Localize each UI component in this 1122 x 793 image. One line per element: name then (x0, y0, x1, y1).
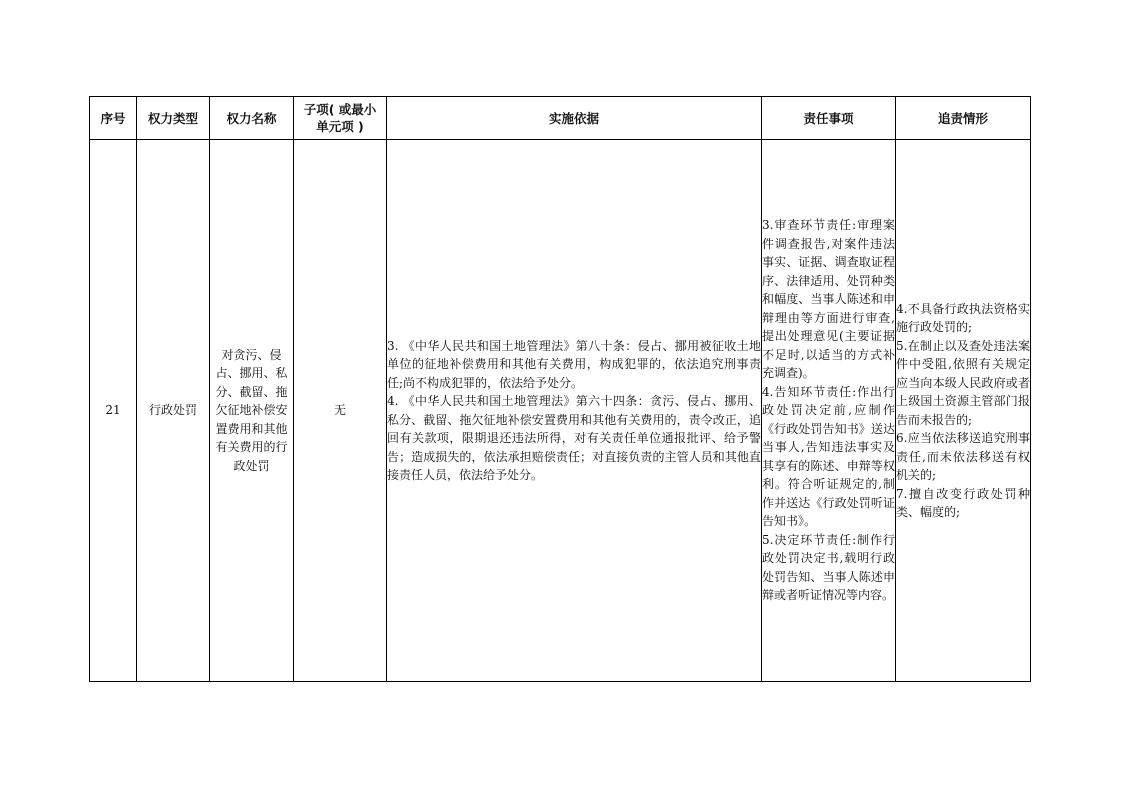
responsibility-item: 4.告知环节责任:作出行政处罚决定前,应制作《行政处罚告知书》送达当事人,告知违法事实及其享有的陈述、申辩等权利。符合听证规定的,制作并送达《行政处罚听证告知书》。 (762, 384, 895, 529)
cell-responsibility (762, 140, 896, 682)
cell-sub-item: 无 (294, 140, 387, 682)
power-list-table (89, 96, 1031, 682)
header-power-type: 权力类型 (137, 97, 210, 140)
header-seq: 序号 (90, 97, 137, 140)
basis-paragraph: 4. 《中华人民共和国土地管理法》第六十四条：贪污、侵占、挪用、私分、截留、拖欠征地补偿安置费用和其他有关费用的，责令改正，追回有关款项，限期退还违法所得，对有关责任单位通报批评、给予警告；造成损失的，依法承担赔偿责任；对直接负责的主管人员和其他直接责任人员，依法给予处分。 (387, 394, 761, 482)
accountability-item: 7.擅自改变行政处罚种类、幅度的; (896, 486, 1030, 519)
basis-paragraph: 3. 《中华人民共和国土地管理法》第八十条：侵占、挪用被征收土地单位的征地补偿费用和其他有关费用，构成犯罪的，依法追究刑事责任;尚不构成犯罪的，依法给予处分。 (387, 338, 761, 390)
cell-seq: 21 (90, 140, 137, 682)
header-accountability: 追责情形 (896, 97, 1031, 140)
cell-accountability (896, 140, 1031, 682)
header-power-name: 权力名称 (210, 97, 294, 140)
responsibility-item: 5.决定环节责任:制作行政处罚决定书,载明行政处罚告知、当事人陈述申辩或者听证情况等内容。 (762, 532, 895, 603)
header-sub-item: 子项( 或最小单元项 ) (294, 97, 387, 140)
accountability-item: 4.不具备行政执法资格实施行政处罚的; (896, 301, 1030, 334)
cell-basis (387, 140, 762, 682)
header-basis: 实施依据 (387, 97, 762, 140)
accountability-item: 5.在制止以及查处违法案件中受阻,依照有关规定应当向本级人民政府或者上级国土资源主管部门报告而未报告的; (896, 338, 1030, 427)
responsibility-item: 3.审查环节责任:审理案件调查报告,对案件违法事实、证据、调查取证程序、法律适用、处罚种类和幅度、当事人陈述和申辩理由等方面进行审查,提出处理意见(主要证据不足时,以适当的方式补充调查)。 (762, 218, 895, 381)
accountability-item: 6.应当依法移送追究刑事责任,而未依法移送有权机关的; (896, 431, 1030, 482)
cell-power-type: 行政处罚 (137, 140, 210, 682)
cell-power-name: 对贪污、侵占、挪用、私分、截留、拖欠征地补偿安置费用和其他有关费用的行政处罚 (210, 140, 294, 682)
table-row (90, 140, 1031, 682)
header-responsibility: 责任事项 (762, 97, 896, 140)
header-row (90, 97, 1031, 140)
